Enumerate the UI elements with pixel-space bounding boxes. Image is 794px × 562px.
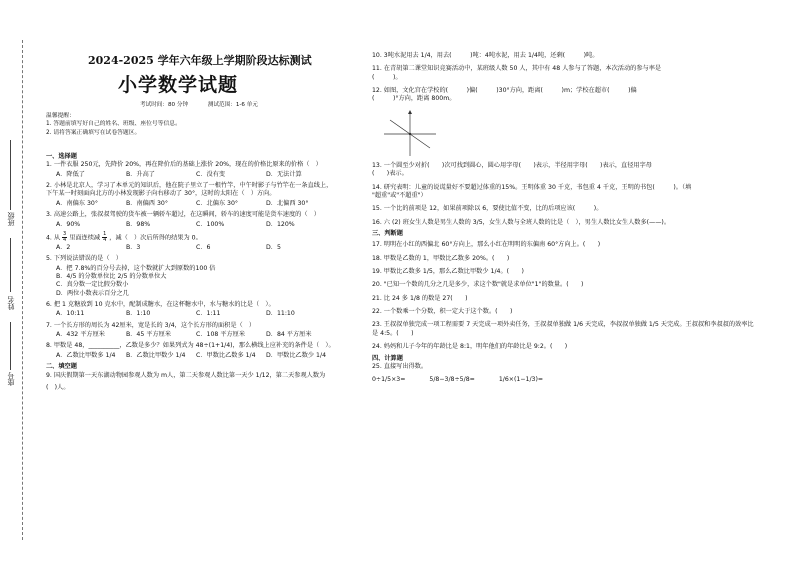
question-2-cont: 下午某一时刻面向北方的小林发现影子向右移动了 30°，这时的太阳在（ ）方向。 xyxy=(46,190,276,198)
question-11-cont: ( )。 xyxy=(372,73,402,81)
question-1: 1. 一件衣服 250元，先降价 20%，再在降价后的基础上涨价 20%，现在的价格比原来的价格（ ） xyxy=(46,161,322,169)
option[interactable]: B．南偏西 30° xyxy=(126,199,168,207)
q4-text: ，减（ ）次后所得的结果为 0。 xyxy=(109,234,202,242)
option[interactable]: A．把 7.8%的百分号去掉，这个数就扩大到原数的100 倍 xyxy=(56,264,216,272)
numerator: 1 xyxy=(103,230,107,237)
option[interactable]: D．无法计算 xyxy=(266,170,302,178)
option[interactable]: A．南偏东 30° xyxy=(56,199,98,207)
exam-meta xyxy=(140,100,276,108)
options-2 xyxy=(56,200,366,208)
question-11: 11. 在青胡第二课堂知识竞赛活动中，某班级人数 50 人，其中有 48 人参与了答题，本次活动的参与率是 xyxy=(372,65,662,73)
option[interactable]: D．5 xyxy=(266,243,281,251)
option[interactable]: C．没有变 xyxy=(196,170,226,178)
option[interactable]: B．乙数比甲数少 1/4 xyxy=(126,351,186,359)
option[interactable]: D．两位小数表示百分之几 xyxy=(56,289,129,297)
exam-title: 2024-2025 学年六年级上学期阶段达标测试 xyxy=(88,54,312,67)
option[interactable]: D．120% xyxy=(266,220,295,228)
fraction xyxy=(102,232,107,243)
option[interactable]: A．降低了 xyxy=(56,170,85,178)
question-12: 12. 如图，文化宫在学校的( )偏( )30°方向，距离( )m；学校在超市( )偏 xyxy=(372,87,637,95)
options-3 xyxy=(56,221,366,229)
option[interactable]: B．98% xyxy=(126,220,151,228)
question-13-cont: ( )表示。 xyxy=(372,170,408,178)
options-6 xyxy=(56,310,366,318)
option[interactable]: C．1:11 xyxy=(196,310,221,318)
question-8: 8. 甲数是 48，__________，乙数是多少？如果列式为 48÷(1+1/4)，那么横线上应补充的条件是（ ）。 xyxy=(46,342,335,350)
option[interactable]: A．432 平方厘米 xyxy=(56,331,105,339)
option[interactable]: C．100% xyxy=(196,220,225,228)
question-23: 23. 王叔叔单独完成一项工程需要 7 天完成一项外卖任务，王叔叔单独做 1/6 天完成，李叔叔单独做 1/5 天完成。王叔叔和李叔叔的效率比 xyxy=(372,321,754,329)
right-column xyxy=(372,52,762,385)
denominator: 4 xyxy=(63,236,67,243)
question-14: 14. 研究表明：儿童的说谎量好不要超过体重的15%。王明体重 30 千克，书包重 4 千克，王明的书包( )。（填 xyxy=(372,183,692,191)
left-column xyxy=(46,150,366,392)
question-21: 21. 比 24 多 1/8 的数是 27( ) xyxy=(372,294,468,302)
option[interactable]: D．84 平方厘米 xyxy=(266,331,312,339)
question-25: 25. 直接写出得数。 xyxy=(372,362,428,370)
calc-row xyxy=(372,376,762,384)
binding-margin xyxy=(0,0,34,562)
question-14-cont: "超重"或"不超重"） xyxy=(372,191,427,199)
section-heading: 四、计算题 xyxy=(372,354,403,362)
question-23-cont: 是 4:5。( ) xyxy=(372,329,414,337)
question-9-cont: ( )人。 xyxy=(46,383,70,391)
exam-time: 考试时间：80 分钟 xyxy=(140,102,189,108)
fraction xyxy=(62,232,67,243)
direction-diagram xyxy=(380,110,440,158)
blank-line-class xyxy=(10,140,11,210)
exam-subtitle: 小学数学试题 xyxy=(118,74,239,96)
option[interactable]: C．108 平方厘米 xyxy=(196,331,246,339)
question-24: 24. 妈妈和儿子今年的年龄比是 8:1，明年他们的年龄比是 9:2。( ) xyxy=(372,343,568,351)
notes-heading: 温馨提醒： xyxy=(46,113,75,119)
option[interactable]: B．4/5 的分数单位比 2/5 的分数单位大 xyxy=(56,272,167,280)
question-6: 6. 把 1 克糖放到 10 克水中，配制成糖水，在这杯糖水中，水与糖水的比是（ ）。 xyxy=(46,301,275,309)
calc-item: 1/6×(1−1/3)= xyxy=(498,376,544,384)
question-16: 16. 六 (2) 班女生人数是男生人数的 3/5，女生人数与全班人数的比是（ ），男生人数比女生人数多(——)。 xyxy=(372,218,671,226)
calc-item: 5/8−3/8÷5/8= xyxy=(429,376,475,384)
section-heading: 二、填空题 xyxy=(46,363,77,371)
option[interactable]: A．90% xyxy=(56,220,81,228)
question-12-cont: ( )°方向，距离 800m。 xyxy=(372,95,456,103)
question-13: 13. 一个圆至少对折( )次可找到圆心，圆心用字母( )表示，半径用字母( )表示，直径用字母 xyxy=(372,161,652,169)
option[interactable]: B．45 平方厘米 xyxy=(126,331,172,339)
denominator: 4 xyxy=(103,236,107,243)
question-7: 7. 一个长方形的周长为 42厘米，宽是长的 3/4，这个长方形的面积是（ ） xyxy=(46,321,256,329)
q4-text: 里面连续减 xyxy=(69,234,101,242)
question-4 xyxy=(46,232,366,243)
q4-text: 4. 从 xyxy=(46,234,61,242)
question-10: 10. 3吨水泥用去 1/4，用去( )吨：4吨水泥，用去 1/4吨，还剩( )吨。 xyxy=(372,52,599,59)
blank-line-seat xyxy=(10,322,11,370)
option[interactable]: A．10:11 xyxy=(56,310,85,318)
options-1 xyxy=(56,171,366,179)
options-5 xyxy=(56,265,366,298)
option[interactable]: B．3 xyxy=(126,243,141,251)
options-7 xyxy=(56,331,366,339)
direction-diagram-svg xyxy=(380,110,440,158)
option[interactable]: A．乙数比甲数多 1/4 xyxy=(56,351,116,359)
option[interactable]: C．北偏东 30° xyxy=(196,199,239,207)
question-15: 15. 一个比的前项是 12，如果前项除以 6，要使比值不变，比的后项应该( )。 xyxy=(372,205,603,213)
question-5: 5. 下列说法错误的是（ ） xyxy=(46,255,122,263)
option[interactable]: C．甲数比乙数多 1/4 xyxy=(196,351,256,359)
section-heading: 一、选择题 xyxy=(46,153,77,160)
cut-line xyxy=(22,40,23,540)
exam-scope: 测试范围：1-6 单元 xyxy=(207,102,258,108)
question-3: 3. 高速公路上，张叔叔驾驶的货车被一辆轿车超过，在这瞬间，轿车的速度可能是货车速度的（ ） xyxy=(46,211,320,219)
question-22: 22. 一个数乘一个分数，积一定大于这个数。( ) xyxy=(372,308,513,316)
question-20: 20. "已知一个数的几分之几是多少，求这个数"就是求单位"1"的数量。( ) xyxy=(372,281,584,289)
option[interactable]: B．1:10 xyxy=(126,310,151,318)
question-9: 9. 国庆假期第一天东湖动物园参观人数为 m人，第二天参观人数比第一天少 1/12，第二天参观人数为 xyxy=(46,371,326,379)
option[interactable]: D．北偏西 30° xyxy=(266,199,309,207)
section-heading: 三、判断题 xyxy=(372,229,403,237)
note-item: 1. 答题前填写好自己的姓名、班级、座位号等信息。 xyxy=(46,121,181,128)
blank-line-name xyxy=(10,238,11,292)
option[interactable]: C．6 xyxy=(196,243,211,251)
option[interactable]: C．真分数一定比假分数小 xyxy=(56,281,129,289)
question-17: 17. 明明在小红的西偏北 60°方向上，那么小红在明明的东偏南 60°方向上。( ) xyxy=(372,241,601,249)
calc-item: 0÷1/5×3= xyxy=(372,376,406,384)
numerator: 3 xyxy=(63,230,67,237)
name-label: 姓名 xyxy=(7,296,15,310)
options-4 xyxy=(56,244,366,252)
notes-block xyxy=(46,112,181,137)
option[interactable]: D．11:10 xyxy=(266,310,295,318)
note-item: 2. 请将答案正确填写在试卷答题区。 xyxy=(46,129,141,136)
options-8 xyxy=(56,352,366,360)
question-18: 18. 甲数是乙数的 1，甲数比乙数多 20%。( ) xyxy=(372,254,510,262)
question-19: 19. 甲数比乙数多 1/5，那么乙数比甲数少 1/4。( ) xyxy=(372,268,524,276)
option[interactable]: A．2 xyxy=(56,243,71,251)
question-2: 2. 小林是北京人，学习了本单元的知识后，他在院子里立了一根竹竿，中午时影子与竹竿在一条直线上， xyxy=(46,182,333,190)
class-label: 班级 xyxy=(7,212,15,226)
seat-label: 座号 xyxy=(7,372,15,386)
option[interactable]: B．升高了 xyxy=(126,170,155,178)
option[interactable]: D．甲数比乙数少 1/4 xyxy=(266,351,327,359)
